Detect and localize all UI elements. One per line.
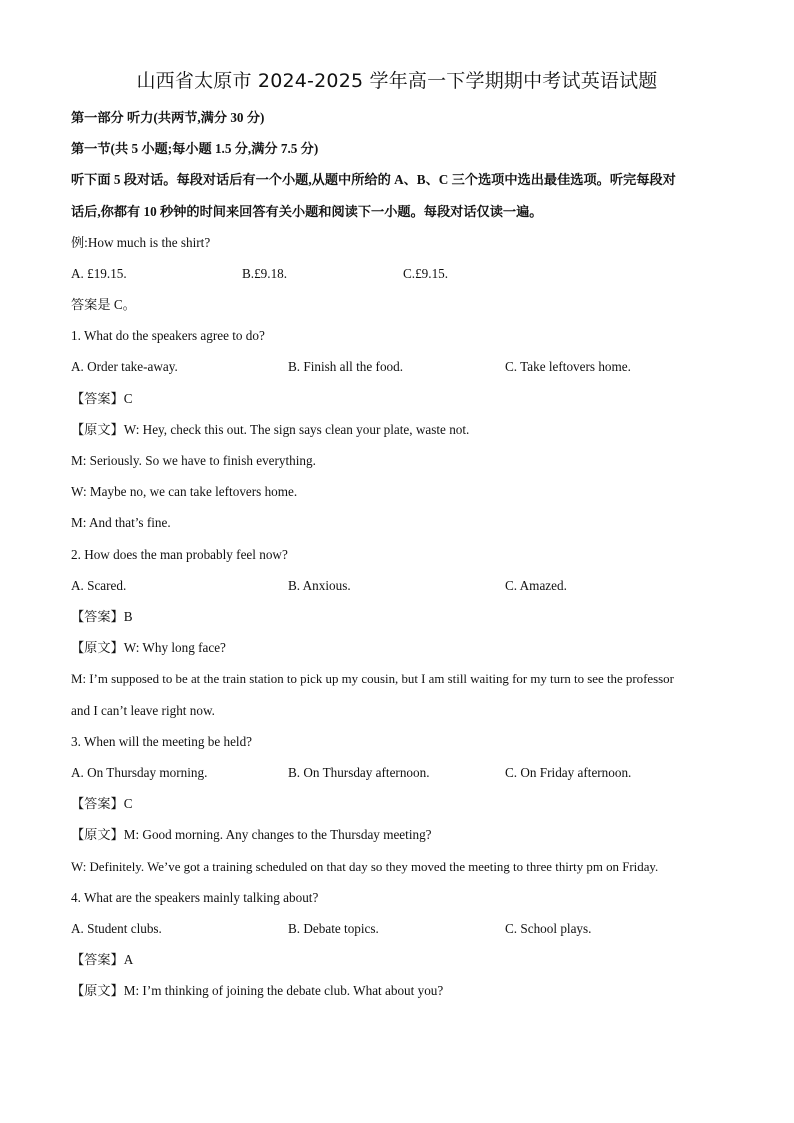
q3-option-b: B. On Thursday afternoon.: [288, 765, 430, 780]
q2-option-b: B. Anxious.: [288, 578, 351, 593]
q3-answer: 【答案】C: [71, 796, 133, 811]
q2-options: [71, 578, 721, 594]
q4-transcript-line: 【原文】M: I’m thinking of joining the debate club. What about you?: [71, 983, 444, 998]
instructions-line-1: 听下面 5 段对话。每段对话后有一个小题,从题中所给的 A、B、C 三个选项中选出最佳选项。听完每段对: [71, 172, 676, 187]
q1-transcript-line: M: Seriously. So we have to finish everything.: [71, 453, 316, 468]
q2-option-c: C. Amazed.: [505, 578, 567, 593]
q1-option-a: A. Order take-away.: [71, 359, 178, 374]
example-answer: 答案是 C。: [71, 297, 136, 312]
q1-answer: 【答案】C: [71, 391, 133, 406]
example-question: 例:How much is the shirt?: [71, 235, 211, 250]
q3-option-c: C. On Friday afternoon.: [505, 765, 632, 780]
q3-transcript-line: 【原文】M: Good morning. Any changes to the Thursday meeting?: [71, 827, 432, 842]
example-option-b: B.£9.18.: [242, 266, 288, 281]
q1-option-b: B. Finish all the food.: [288, 359, 404, 374]
instructions-line-2: 话后,你都有 10 秒钟的时间来回答有关小题和阅读下一小题。每段对话仅读一遍。: [71, 204, 543, 219]
q1-transcript-line: 【原文】W: Hey, check this out. The sign says clean your plate, waste not.: [71, 422, 470, 437]
section-heading: 第一节(共 5 小题;每小题 1.5 分,满分 7.5 分): [71, 141, 319, 156]
q1-option-c: C. Take leftovers home.: [505, 359, 631, 374]
q3-option-a: A. On Thursday morning.: [71, 765, 208, 780]
q4-option-c: C. School plays.: [505, 921, 592, 936]
q2-option-a: A. Scared.: [71, 578, 127, 593]
q2-transcript-line: 【原文】W: Why long face?: [71, 640, 226, 655]
example-options: [71, 266, 721, 282]
q4-options: [71, 921, 721, 937]
q2-transcript-line: M: I’m supposed to be at the train station to pick up my cousin, but I am still waiting for my turn to see the professor: [71, 672, 674, 686]
q2-transcript-line: and I can’t leave right now.: [71, 703, 215, 718]
q2-question: 2. How does the man probably feel now?: [71, 547, 288, 562]
q4-question: 4. What are the speakers mainly talking about?: [71, 890, 319, 905]
q2-answer: 【答案】B: [71, 609, 133, 624]
q1-options: [71, 359, 721, 375]
example-option-c: C.£9.15.: [403, 266, 449, 281]
example-option-a: A. £19.15.: [71, 266, 127, 281]
q1-question: 1. What do the speakers agree to do?: [71, 328, 265, 343]
q3-options: [71, 765, 721, 781]
q3-question: 3. When will the meeting be held?: [71, 734, 253, 749]
q1-transcript-line: M: And that’s fine.: [71, 515, 171, 530]
q3-transcript-line: W: Definitely. We’ve got a training scheduled on that day so they moved the meeting to three thirty pm on Friday.: [71, 860, 659, 874]
q1-transcript-line: W: Maybe no, we can take leftovers home.: [71, 484, 298, 499]
q4-answer: 【答案】A: [71, 952, 134, 967]
part-heading: 第一部分 听力(共两节,满分 30 分): [71, 110, 265, 125]
q4-option-a: A. Student clubs.: [71, 921, 162, 936]
q4-option-b: B. Debate topics.: [288, 921, 379, 936]
page-title: 山西省太原市 2024-2025 学年高一下学期期中考试英语试题: [136, 70, 658, 92]
